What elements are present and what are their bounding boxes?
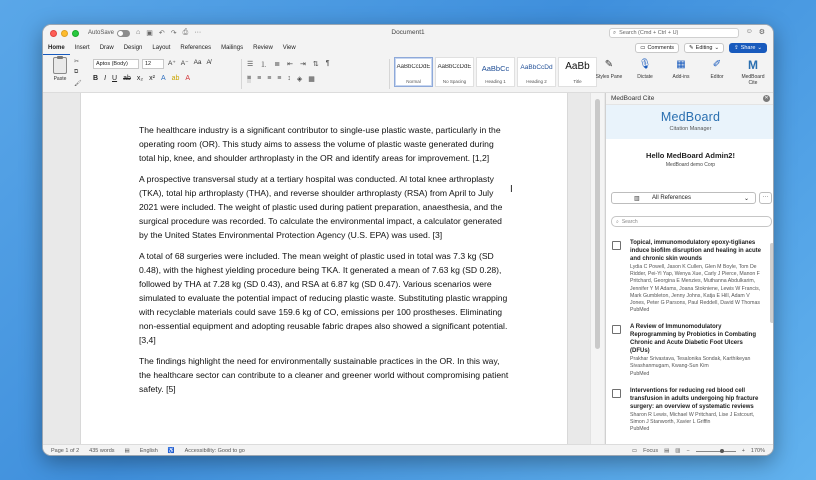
ribbon-actions	[635, 43, 767, 53]
bullets-icon[interactable]: ☰	[247, 61, 254, 68]
comments-button[interactable]	[635, 43, 679, 53]
text-effects-icon[interactable]: A	[160, 75, 166, 82]
autosave-control[interactable]	[88, 30, 130, 37]
bold-icon[interactable]: B	[93, 75, 99, 82]
focus-button[interactable]: Focus	[643, 448, 659, 454]
settings-icon[interactable]: ⚙	[758, 29, 765, 36]
reference-filter-label: All References	[652, 195, 692, 201]
reference-title: Interventions for reducing red blood cell transfusion in adults undergoing hip fracture surgery: an overview of systematic reviews	[630, 387, 759, 410]
style-normal[interactable]	[394, 57, 433, 87]
redo-icon[interactable]: ↷	[170, 30, 177, 37]
format-painter-icon[interactable]: 🖌	[74, 81, 82, 87]
focus-icon[interactable]: ▭	[631, 448, 638, 454]
increase-indent-icon[interactable]: ⇥	[300, 61, 306, 68]
ribbon-tools	[595, 57, 767, 86]
text-cursor-icon: I	[510, 184, 513, 195]
language-status[interactable]: English	[139, 448, 158, 454]
medboard-cite-button[interactable]	[739, 57, 767, 86]
title-bar	[43, 25, 773, 41]
print-layout-icon[interactable]: ▤	[664, 448, 670, 454]
chevron-down-icon: ⌄	[757, 45, 762, 51]
style-label: Title	[573, 79, 582, 84]
reference-source: PubMed	[630, 307, 650, 314]
comment-icon: ▭	[640, 45, 646, 51]
undo-icon[interactable]: ↶	[158, 30, 165, 37]
medboard-cite-panel	[605, 93, 774, 444]
document-page[interactable]	[80, 93, 568, 444]
medboard-subtitle: Citation Manager	[669, 126, 712, 132]
style-sample: AaBbCcDd	[520, 64, 553, 71]
reference-checkbox[interactable]	[612, 241, 621, 250]
tab-layout[interactable]: Layout	[152, 45, 171, 51]
save-icon[interactable]: ▣	[146, 30, 153, 37]
superscript-icon[interactable]: x²	[149, 75, 155, 82]
search-input[interactable]	[609, 28, 739, 38]
tab-insert[interactable]: Insert	[74, 45, 90, 51]
tab-home[interactable]: Home	[43, 41, 70, 55]
list-item[interactable]	[606, 239, 768, 314]
editing-label: Editing	[695, 45, 713, 51]
styles-pane-label: Styles Pane	[595, 74, 623, 80]
paste-button[interactable]	[48, 57, 72, 82]
tab-draw[interactable]: Draw	[99, 45, 114, 51]
home-icon[interactable]: ⌂	[136, 29, 141, 36]
medboard-banner	[606, 105, 774, 139]
reference-checkbox[interactable]	[612, 389, 621, 398]
dictate-label: Dictate	[637, 74, 653, 80]
decrease-indent-icon[interactable]: ⇤	[287, 61, 294, 68]
account-icon[interactable]: ☺	[745, 28, 753, 35]
paragraph[interactable]: A total of 68 surgeries were included. The mean weight of plastic used in total was 7.3 kg (SD 0.48), with the highest yielding procedure being TKA. It generated a mean of 7.63 kg (SD 0.28), followed by THA at 7.28 kg (SD 0.43), and RSA at 6.87 kg (SD 0.47). Various scenarios were simulated to evaluate the potential impact of reducing plastic waste. Substituting plastic wrapping with recyclable materials could save 159.6 kg of CO, emissions per 100 prostheses. Eliminating non-essential equipment and adopting reusable fabric drapes also showed a significant potential. [3,4]	[139, 251, 508, 345]
ribbon-tabs	[43, 41, 773, 55]
line-spacing-icon[interactable]: ↕	[287, 75, 291, 82]
zoom-slider[interactable]	[696, 451, 736, 452]
ribbon-divider	[241, 59, 242, 89]
quick-access-toolbar	[136, 29, 201, 37]
autosave-toggle[interactable]	[117, 30, 130, 37]
document-title: Document1	[391, 29, 425, 36]
style-heading-1[interactable]	[476, 57, 515, 87]
clipboard-tools	[74, 58, 82, 87]
font-name-dropdown[interactable]: Aptos (Body)	[93, 59, 139, 69]
editing-button[interactable]	[684, 43, 724, 53]
align-right-icon[interactable]: ≡	[267, 75, 272, 82]
medboard-cite-label: MedBoard Cite	[741, 74, 765, 86]
font-size-dropdown[interactable]: 12	[142, 59, 164, 69]
style-sample: AaBb	[565, 61, 590, 72]
style-sample: AaBbCcDdE	[437, 64, 472, 70]
numbering-icon[interactable]: ⒈	[260, 62, 268, 69]
addins-button[interactable]	[667, 57, 695, 86]
more-options-button[interactable]: ···	[759, 192, 772, 204]
autosave-label: AutoSave	[88, 30, 115, 36]
style-sample: AaBbCc	[481, 64, 510, 73]
clear-formatting-icon[interactable]: A̸	[206, 59, 211, 66]
style-title[interactable]	[558, 57, 597, 87]
reference-list	[606, 239, 768, 442]
style-no-spacing[interactable]	[435, 57, 474, 87]
borders-icon[interactable]: ▦	[308, 76, 315, 83]
pencil-icon: ✎	[689, 45, 694, 51]
paragraph[interactable]: The findings highlight the need for environmentally sustainable practices in the OR. In this way, the healthcare sector can contribute to a cleaner and greener world without compromising patient safety. [5]	[139, 356, 509, 394]
medboard-logo-icon: M	[748, 58, 758, 72]
reference-search-input[interactable]	[611, 216, 772, 227]
editor-icon: ✐	[712, 59, 722, 70]
style-sample: AaBbCcDdE	[396, 64, 431, 70]
document-scrollbar[interactable]	[590, 93, 604, 444]
greeting: Hello MedBoard Admin2!	[646, 151, 735, 160]
paragraph-tools-bottom	[247, 75, 315, 83]
status-bar	[43, 444, 773, 456]
reference-authors: Sharon R Lewis, Michael W Pritchard, Lise J Estcourt, Simon J Stanworth, Xavier L Griffin	[630, 411, 755, 425]
change-case-icon[interactable]: Aa	[193, 59, 202, 66]
zoom-level[interactable]: 170%	[750, 448, 765, 454]
multilevel-list-icon[interactable]: ≣	[274, 61, 281, 68]
accessibility-status[interactable]: Accessibility: Good to go	[184, 448, 245, 454]
close-icon[interactable]: ✕	[764, 95, 769, 101]
minimize-window-button[interactable]	[61, 30, 68, 37]
paragraph-tools-top	[247, 60, 330, 70]
addins-icon: ▦	[676, 59, 686, 70]
style-heading-2[interactable]	[517, 57, 556, 87]
zoom-window-button[interactable]	[72, 30, 79, 37]
comments-label: Comments	[647, 45, 675, 51]
company-name: MedBoard demo Corp	[665, 162, 716, 168]
align-center-icon[interactable]: ≡	[257, 75, 262, 82]
clipboard-icon	[53, 57, 67, 74]
search-icon: ⌕	[616, 218, 619, 225]
copy-icon[interactable]: ⧉	[74, 69, 79, 75]
reference-authors: Prakhar Srivastava, Tesalonika Sondak, Karthikeyan Sivashanmugam, Kwang-Sun Kim	[630, 356, 751, 370]
tab-mailings[interactable]: Mailings	[221, 45, 244, 51]
paragraph[interactable]: The healthcare industry is a significant contributor to single-use plastic waste, particularly in the operating room (OR). This study aims to assess the volume of plastic waste generated during total hip, knee, and shoulder arthroplasty in the OR and identify areas for improvement. [1,2]	[139, 125, 501, 163]
proofing-icon[interactable]: ▤	[124, 448, 130, 454]
tab-review[interactable]: Review	[253, 45, 273, 51]
share-label: Share	[740, 45, 756, 51]
addins-label: Add-ins	[672, 74, 690, 80]
font-size-tools	[168, 59, 211, 67]
tab-design[interactable]: Design	[123, 45, 143, 51]
word-window	[42, 24, 774, 456]
panel-header	[606, 93, 774, 105]
window-controls	[50, 30, 79, 37]
subscript-icon[interactable]: x₂	[136, 75, 144, 82]
scrollbar-thumb[interactable]	[595, 99, 600, 349]
panel-scrollbar[interactable]	[770, 243, 774, 323]
reference-title: A Review of Immunomodulatory Reprogramming by Probiotics in Combating Chronic and Acute Diabetic Foot Ulcers (DFUs)	[630, 324, 757, 355]
font-color-icon[interactable]: A	[185, 75, 191, 82]
list-item[interactable]	[606, 323, 768, 377]
print-icon[interactable]: ⎙	[182, 29, 189, 36]
cut-icon[interactable]: ✂	[74, 59, 80, 65]
search-placeholder: Search (Cmd + Ctrl + U)	[619, 30, 679, 36]
reference-source: PubMed	[630, 370, 650, 377]
editor-label: Editor	[710, 74, 724, 80]
highlight-icon[interactable]: ab	[171, 75, 180, 82]
home-ribbon	[43, 55, 773, 93]
reference-source: PubMed	[630, 426, 650, 433]
book-icon: ▥	[634, 196, 640, 202]
strikethrough-icon[interactable]: ab	[123, 75, 131, 82]
chevron-down-icon: ⌄	[714, 45, 720, 51]
accessibility-icon[interactable]: ♿	[167, 448, 175, 454]
tab-references[interactable]: References	[180, 45, 212, 51]
shrink-font-icon[interactable]: A⁻	[180, 60, 189, 67]
share-icon: ⇪	[734, 45, 739, 51]
underline-icon[interactable]: U	[112, 75, 118, 82]
sort-icon[interactable]: ⇅	[312, 61, 319, 68]
styles-gallery	[394, 57, 597, 87]
medboard-brand: MedBoard	[660, 110, 721, 124]
panel-title: MedBoard Cite	[611, 95, 655, 102]
close-window-button[interactable]	[50, 30, 57, 37]
paragraph[interactable]: A prospective transversal study at a tertiary hospital was conducted. Al total knee arthroplasty (TKA), total hip arthroplasty (THA), and reverse shoulder arthroplasty (RSA) from April to July 2021 were included. The weight of plastic used during patient preparation, anaesthesia, and the surgical procedure was recorded. To calculate the environmental impact, a calculator generated by the United States Environmental Protection Agency (U.S. EPA) was used. [3]	[139, 174, 503, 240]
microphone-icon: 🎙	[638, 59, 652, 70]
document-body[interactable]	[139, 123, 509, 403]
document-canvas	[43, 93, 605, 444]
status-left	[51, 448, 245, 454]
zoom-out-icon[interactable]: −	[686, 448, 690, 454]
show-marks-icon[interactable]: ¶	[325, 60, 330, 67]
styles-pane-icon: ✎	[604, 59, 614, 70]
editor-button[interactable]	[703, 57, 731, 86]
reference-search-placeholder: Search	[621, 218, 638, 225]
grow-font-icon[interactable]: A⁺	[168, 60, 176, 67]
style-label: Heading 1	[485, 79, 506, 84]
styles-pane-button[interactable]	[595, 57, 623, 86]
more-icon[interactable]: ···	[194, 29, 202, 36]
list-item[interactable]	[606, 387, 768, 433]
search-icon: ⌕	[613, 29, 617, 36]
shading-icon[interactable]: ◈	[296, 76, 303, 83]
share-button[interactable]	[729, 43, 767, 53]
tab-view[interactable]: View	[282, 45, 296, 51]
reference-checkbox[interactable]	[612, 325, 621, 334]
web-layout-icon[interactable]: ▥	[675, 448, 681, 454]
style-label: Heading 2	[526, 79, 547, 84]
style-label: No Spacing	[442, 79, 467, 84]
reference-title: Topical, immunomodulatory epoxy-tiglianes induce biofilm disruption and healing in acute and chronic skin wounds	[630, 240, 762, 262]
titlebar-right-icons	[746, 28, 765, 36]
reference-authors: Lydia C Powell, Jason K Cullen, Glen M Boyle, Tom De Ridder, Pei-Yi Yap, Wenya Xue, Carly J Pierce, Manon F Pritchard, Georgina E Menzies, Muthanna Abdulkarim, Jennifer Y M Adams, Joana Stokniene, Lewis W Francis, Mark Gumbleton, Jenny Johns, Katja E Hill, Adam V Jones, Peter G Parsons, Paul Reddell, David W Thomas	[630, 264, 761, 307]
align-left-icon[interactable]: ≡	[247, 75, 252, 82]
status-right	[632, 448, 765, 454]
paste-label: Paste	[53, 76, 67, 82]
italic-icon[interactable]: I	[104, 75, 107, 82]
chevron-down-icon: ⌄	[743, 196, 749, 202]
dictate-button[interactable]	[631, 57, 659, 86]
word-count[interactable]: 435 words	[89, 448, 115, 454]
ribbon-divider	[389, 59, 390, 89]
font-format-tools	[93, 75, 190, 82]
style-label: Normal	[406, 79, 421, 84]
page-count[interactable]: Page 1 of 2	[51, 448, 80, 454]
justify-icon[interactable]: ≡	[277, 75, 282, 82]
zoom-in-icon[interactable]: +	[741, 448, 745, 454]
reference-filter-dropdown[interactable]	[611, 192, 756, 204]
